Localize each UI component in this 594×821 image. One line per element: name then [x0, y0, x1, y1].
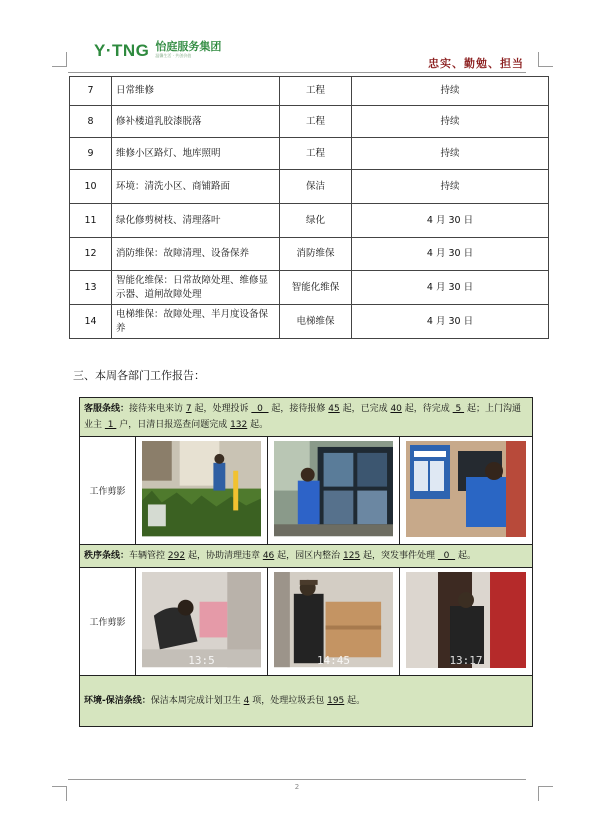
summary-text: 保洁本周完成计划卫生 [150, 696, 244, 706]
summary-text: 起。 [247, 420, 269, 430]
task-item: 日常维修 [112, 77, 280, 106]
customer-summary [80, 398, 533, 437]
task-number: 10 [70, 170, 112, 204]
summary-text: 车辆管控 [129, 551, 168, 561]
photo-timestamp: 13:17 [449, 654, 483, 667]
table-row [70, 170, 549, 204]
summary-value: 5 [452, 404, 465, 414]
task-department: 工程 [280, 106, 352, 138]
task-number: 8 [70, 106, 112, 138]
summary-value: 195 [327, 696, 345, 706]
work-photo-package-delivery [142, 572, 261, 670]
summary-value: 0 [251, 404, 269, 414]
task-number: 11 [70, 204, 112, 238]
summary-text: 起，已完成 [339, 404, 391, 414]
summary-value: 132 [230, 420, 248, 430]
summary-text: 起，协助清理违章 [185, 551, 263, 561]
summary-text: 起，处理投诉 [191, 404, 252, 414]
table-row [70, 238, 549, 271]
summary-value: 45 [328, 404, 340, 414]
work-photo-fire-cabinet [406, 572, 526, 671]
summary-value: 292 [167, 551, 186, 561]
task-status: 持续 [352, 170, 549, 204]
summary-text: 项，处理垃圾丢包 [249, 696, 328, 706]
work-photo-gardening [142, 441, 261, 539]
photo-cell [400, 568, 533, 676]
work-photo-carrying-box [274, 572, 393, 670]
task-item: 消防维保：故障清理、设备保养 [112, 238, 280, 271]
table-row [70, 106, 549, 138]
photo-row-label: 工作剪影 [80, 568, 136, 676]
task-item: 智能化维保：日常故障处理、维修显示器、道闸故障处理 [112, 271, 280, 305]
summary-value: 40 [390, 404, 402, 414]
task-item: 绿化修剪树枝、清理落叶 [112, 204, 280, 238]
task-department: 智能化维保 [280, 271, 352, 305]
task-number: 7 [70, 77, 112, 106]
summary-value: 46 [262, 551, 275, 561]
summary-text: 接待来电来访 [129, 404, 186, 414]
summary-text: 起。 [455, 551, 476, 561]
header-divider [68, 72, 526, 73]
order-summary [80, 545, 533, 568]
task-number: 9 [70, 138, 112, 170]
task-status: 持续 [352, 138, 549, 170]
table-row [70, 204, 549, 238]
page-number: 2 [294, 783, 300, 791]
task-department: 绿化 [280, 204, 352, 238]
corner-mark-top-left [52, 52, 67, 67]
environment-summary [80, 676, 533, 727]
task-item: 电梯维保：故障处理、半月度设备保养 [112, 305, 280, 339]
photo-cell [400, 437, 533, 545]
logo-mark: Y·TNG [94, 41, 150, 60]
summary-text: 户，日清日报巡查问题完成 [116, 420, 231, 430]
company-logo [94, 40, 221, 66]
photo-row-label: 工作剪影 [80, 437, 136, 545]
task-department: 保洁 [280, 170, 352, 204]
task-status: 4 月 30 日 [352, 204, 549, 238]
summary-value: 0 [437, 551, 456, 561]
work-photo-notice-board [274, 441, 393, 539]
task-status: 4 月 30 日 [352, 305, 549, 339]
task-status: 4 月 30 日 [352, 271, 549, 305]
task-table [69, 76, 549, 339]
report-row-photos-1 [80, 437, 533, 545]
task-department: 工程 [280, 77, 352, 106]
task-department: 工程 [280, 138, 352, 170]
summary-text: 起，园区内整治 [274, 551, 343, 561]
photo-timestamp: 14:45 [316, 653, 351, 667]
task-number: 14 [70, 305, 112, 339]
photo-cell [268, 568, 400, 676]
report-row-environment [80, 676, 533, 727]
task-item: 环境：清洗小区、商铺路面 [112, 170, 280, 204]
photo-illustration [274, 441, 393, 536]
environment-label: 环境-保洁条线： [84, 696, 151, 706]
photo-illustration [142, 441, 261, 536]
table-row [70, 77, 549, 106]
photo-cell [136, 568, 268, 676]
footer-divider [68, 779, 526, 780]
summary-text: 起，突发事件处理 [360, 551, 438, 561]
photo-cell [136, 437, 268, 545]
table-row [70, 305, 549, 339]
summary-text: 起。 [344, 696, 366, 706]
task-department: 消防维保 [280, 238, 352, 271]
photo-timestamp: 13:5 [188, 653, 215, 667]
task-status: 持续 [352, 77, 549, 106]
table-row [70, 271, 549, 305]
table-row [70, 138, 549, 170]
task-item: 修补楼道乳胶漆脱落 [112, 106, 280, 138]
summary-text: 起，待完成 [401, 404, 453, 414]
photo-cell [268, 437, 400, 545]
corner-mark-top-right [538, 52, 553, 67]
section-heading: 三、本周各部门工作报告： [73, 369, 205, 382]
task-status: 4 月 30 日 [352, 238, 549, 271]
department-report-table [79, 397, 533, 727]
report-row-customer [80, 398, 533, 437]
task-number: 13 [70, 271, 112, 305]
logo-tagline: 温馨生活 · 共创价值 [155, 53, 192, 58]
summary-text: 起，接待报修 [268, 404, 329, 414]
photo-illustration [406, 441, 526, 537]
summary-value: 1 [104, 420, 117, 430]
task-number: 12 [70, 238, 112, 271]
summary-value: 4 [243, 696, 250, 706]
logo-company-name: 怡庭服务集团 [155, 40, 222, 53]
report-row-photos-2 [80, 568, 533, 676]
task-department: 电梯维保 [280, 305, 352, 339]
task-item: 维修小区路灯、地库照明 [112, 138, 280, 170]
customer-label: 客服条线： [84, 404, 130, 414]
order-label: 秩序条线： [84, 551, 130, 561]
summary-text: 起；上门沟通业主 [84, 404, 521, 430]
work-photo-wall-poster [406, 441, 526, 540]
header-motto: 忠实、勤勉、担当 [428, 57, 524, 70]
task-status: 持续 [352, 106, 549, 138]
report-row-order [80, 545, 533, 568]
summary-value: 125 [343, 551, 361, 561]
summary-value: 7 [185, 404, 192, 414]
